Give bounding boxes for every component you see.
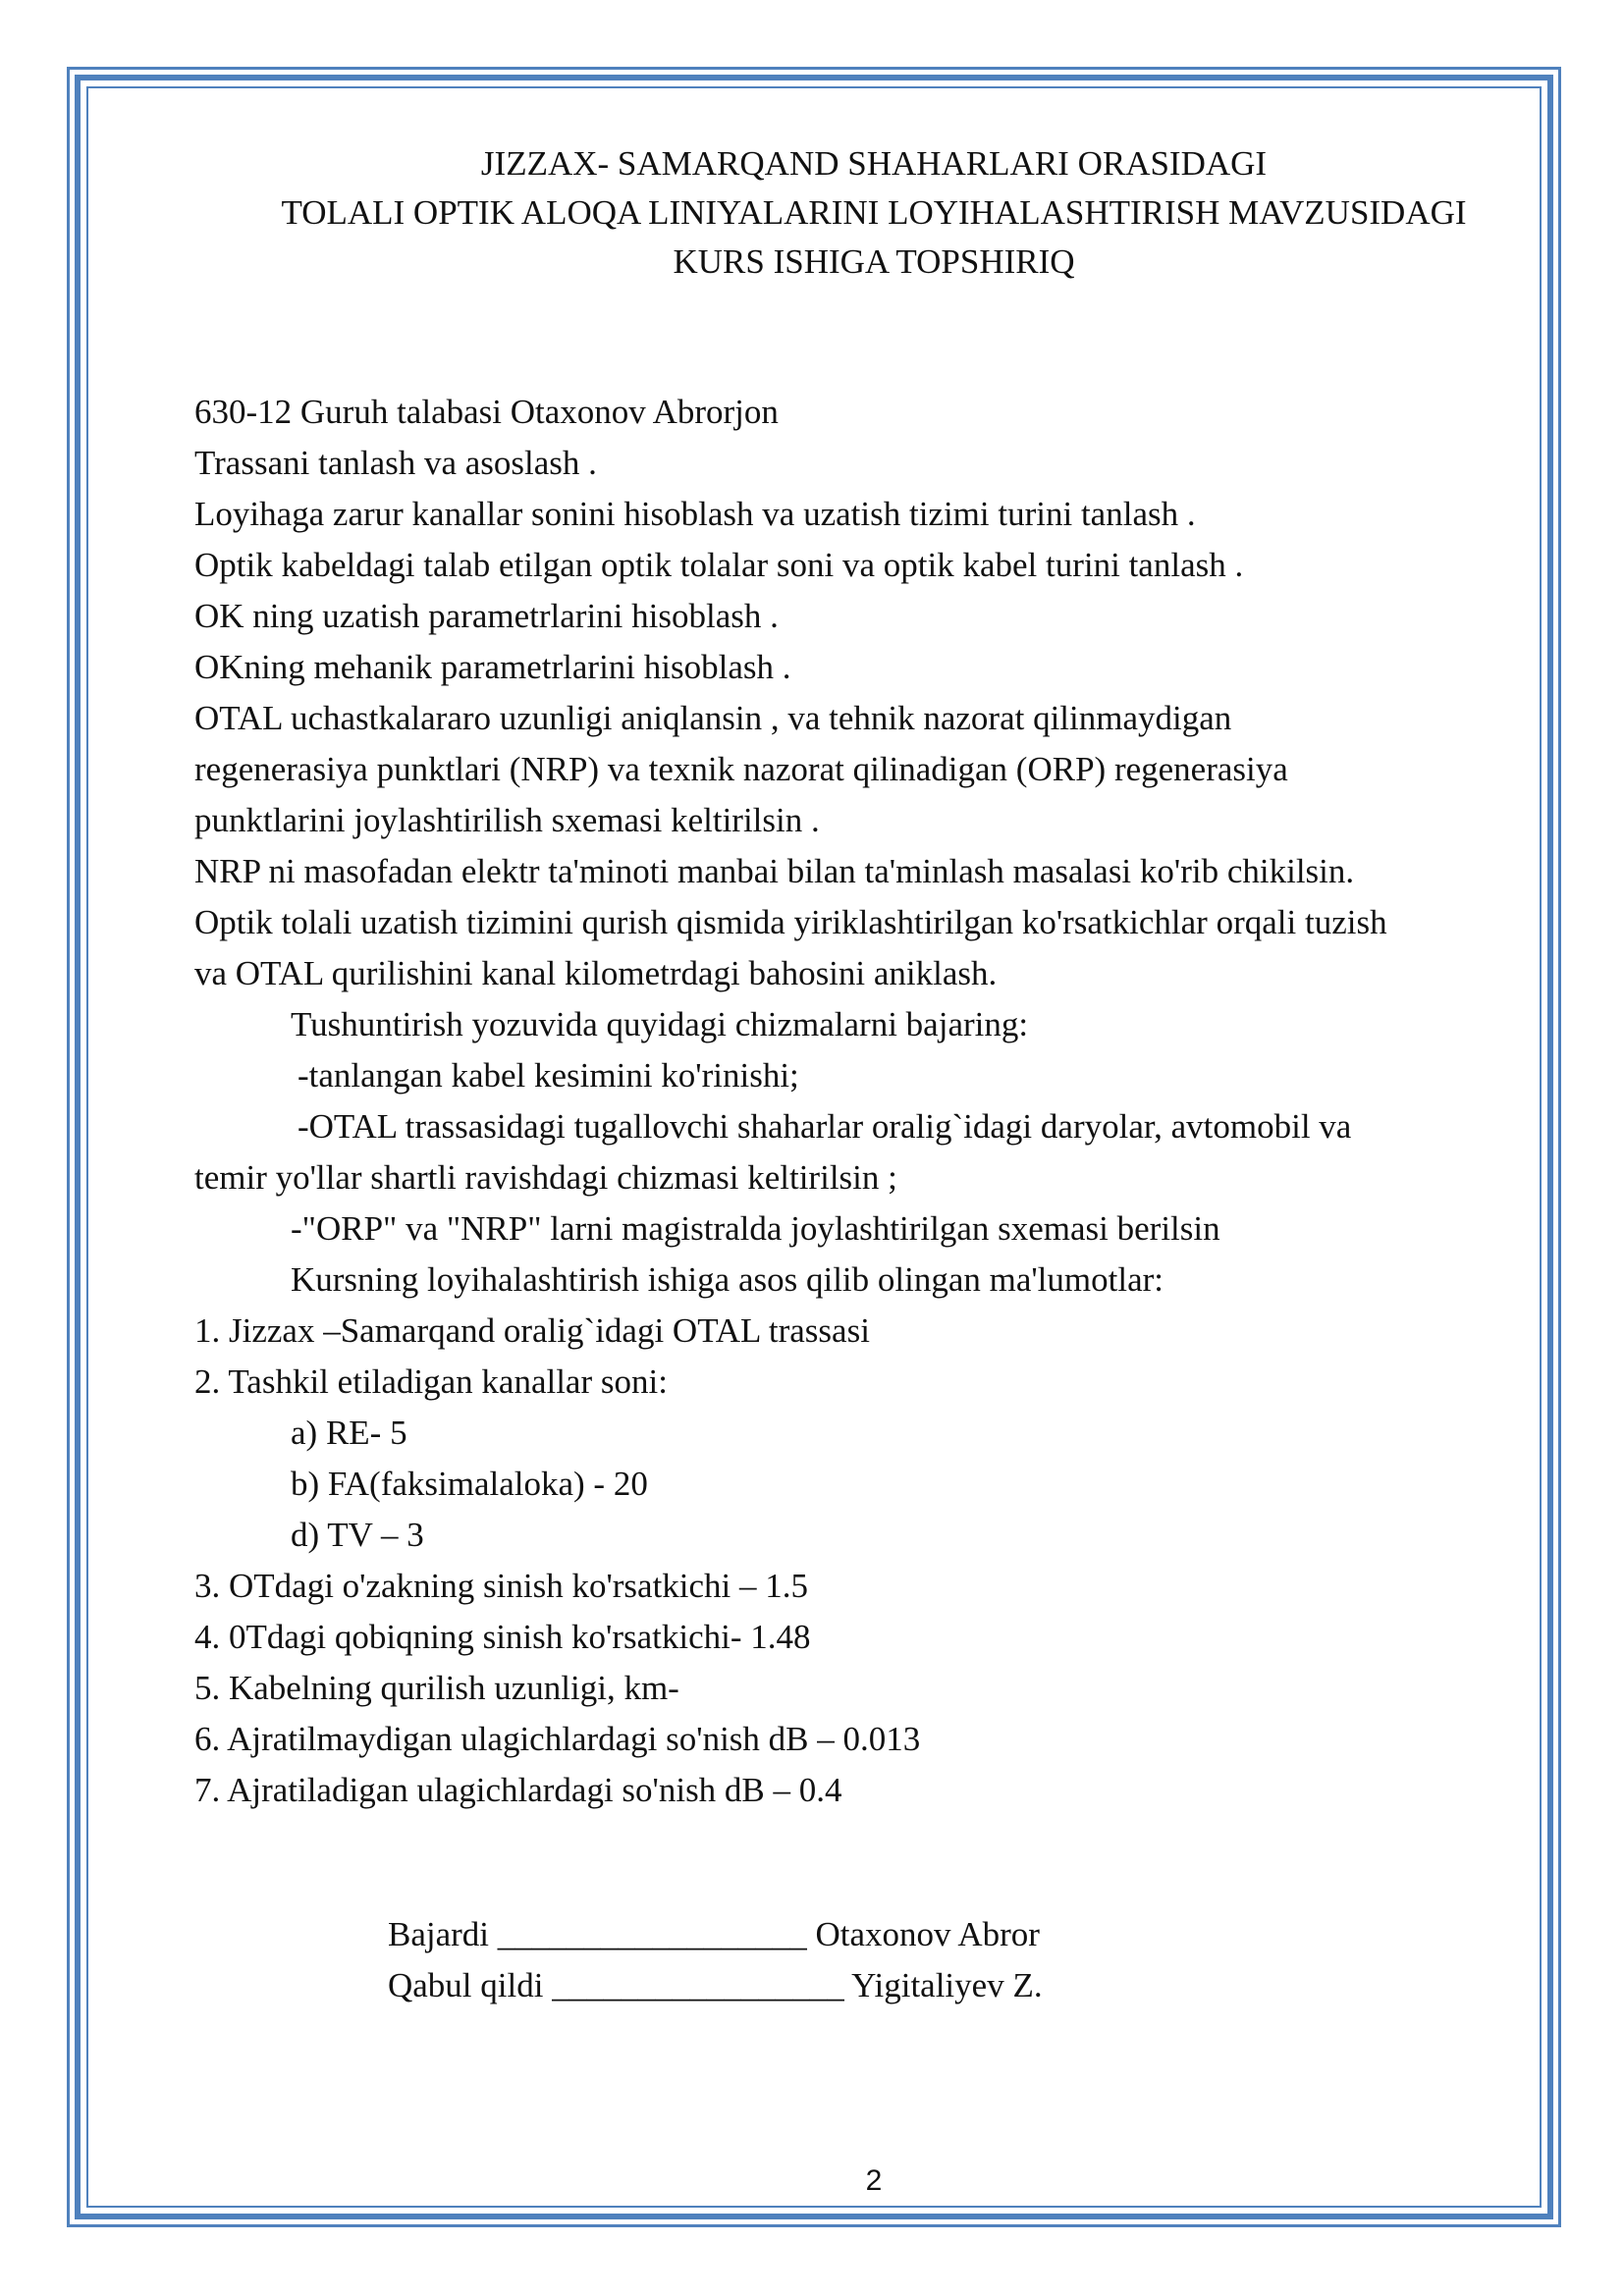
data-subitem: b) FA(faksimalaloka) - 20 <box>291 1465 648 1503</box>
data-subitem: d) TV – 3 <box>291 1516 424 1554</box>
task-line: Optik tolali uzatish tizimini qurish qismida yiriklashtirilgan ko'rsatkichlar orqali tuzish <box>194 903 1387 941</box>
data-item: 2. Tashkil etiladigan kanallar soni: <box>194 1362 668 1401</box>
data-intro: Kursning loyihalashtirish ishiga asos qilib olingan ma'lumotlar: <box>291 1260 1164 1299</box>
done-by-line: Bajardi __________________ Otaxonov Abror <box>388 1915 1040 1953</box>
document-title <box>147 139 1600 287</box>
title-line-1: JIZZAX- SAMARQAND SHAHARLARI ORASIDAGI <box>480 144 1268 183</box>
data-item: 1. Jizzax –Samarqand oralig`idagi OTAL trassasi <box>194 1311 870 1350</box>
data-item: 7. Ajratiladigan ulagichlardagi so'nish dB – 0.4 <box>194 1771 842 1809</box>
drawings-intro: Tushuntirish yozuvida quyidagi chizmalarni bajaring: <box>291 1005 1029 1043</box>
student-line: 630-12 Guruh talabasi Otaxonov Abrorjon <box>194 393 779 431</box>
title-line-3: KURS ISHIGA TOPSHIRIQ <box>673 242 1075 281</box>
task-line: va OTAL qurilishini kanal kilometrdagi bahosini aniklash. <box>194 954 998 992</box>
data-item: 6. Ajratilmaydigan ulagichlardagi so'nish dB – 0.013 <box>194 1720 921 1758</box>
accepted-by-line: Qabul qildi _________________ Yigitaliyev Z. <box>388 1966 1043 2004</box>
drawing-item: -"ORP" va "NRP" larni magistralda joylashtirilgan sxemasi berilsin <box>291 1209 1220 1248</box>
document-body <box>194 387 1549 1816</box>
drawing-item: -tanlangan kabel kesimini ko'rinishi; <box>298 1056 799 1095</box>
task-line: Trassani tanlash va asoslash . <box>194 444 597 482</box>
task-line: NRP ni masofadan elektr ta'minoti manbai bilan ta'minlash masalasi ko'rib chikilsin. <box>194 852 1355 890</box>
task-line: Loyihaga zarur kanallar sonini hisoblash va uzatish tizimi turini tanlash . <box>194 495 1196 533</box>
data-item: 3. OTdagi o'zakning sinish ko'rsatkichi – 1.5 <box>194 1567 809 1605</box>
data-subitem: a) RE- 5 <box>291 1414 407 1452</box>
signature-block <box>388 1909 1043 2011</box>
task-line: Optik kabeldagi talab etilgan optik tolalar soni va optik kabel turini tanlash . <box>194 546 1244 584</box>
task-line: OKning mehanik parametrlarini hisoblash . <box>194 648 791 686</box>
data-item: 5. Kabelning qurilish uzunligi, km- <box>194 1669 679 1707</box>
page-number: 2 <box>865 2164 883 2197</box>
drawing-item: -OTAL trassasidagi tugallovchi shaharlar oralig`idagi daryolar, avtomobil va <box>298 1107 1352 1146</box>
title-line-2: TOLALI OPTIK ALOQA LINIYALARINI LOYIHALASHTIRISH MAVZUSIDAGI <box>281 193 1467 232</box>
task-line: OK ning uzatish parametrlarini hisoblash . <box>194 597 779 635</box>
task-line: regenerasiya punktlari (NRP) va texnik nazorat qilinadigan (ORP) regenerasiya <box>194 750 1288 788</box>
drawing-item-continuation: temir yo'llar shartli ravishdagi chizmasi keltirilsin ; <box>194 1158 897 1197</box>
task-line: punktlarini joylashtirilish sxemasi keltirilsin . <box>194 801 820 839</box>
data-item: 4. 0Tdagi qobiqning sinish ko'rsatkichi- 1.48 <box>194 1618 811 1656</box>
task-line: OTAL uchastkalararo uzunligi aniqlansin , va tehnik nazorat qilinmaydigan <box>194 699 1232 737</box>
